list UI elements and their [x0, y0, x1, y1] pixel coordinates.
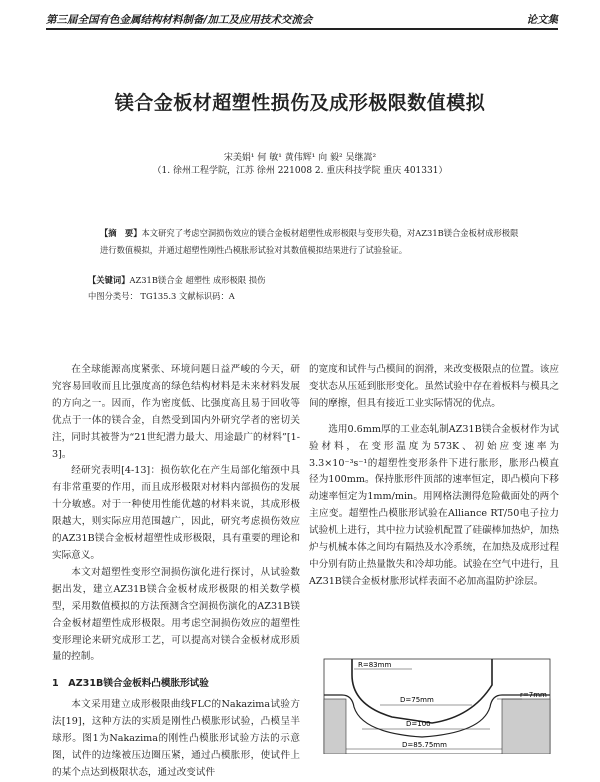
die-block-left: [324, 699, 346, 754]
label-R: R=83mm: [358, 661, 392, 669]
paragraph: 本文对超塑性变形空洞损伤演化进行探讨，从试验数据出发，建立AZ31B镁合金板材成形极限的相关数学模型，采用数值模拟的方法预测含空洞损伤演化的AZ31B镁合金板材超塑性成形极限。用考虑空洞损伤效应的超塑性变形理论来研究成形工艺，可以提高对镁合金板材成形质量的控制。: [52, 566, 300, 663]
paragraph: 本文采用建立成形极限曲线FLC的Nakazima试验方法[19]，这种方法的实质是刚性凸模胀形试验，凸模呈半球形。图1为Nakazima的刚性凸模胀形试验方法的示意图，试件的边缘被压边圈压紧，通过凸模胀形，使试件上的某个点达到极限状态，通过改变试件: [52, 699, 300, 778]
paragraph: 在全球能源高度紧张、环境问题日益严峻的今天，研究容易回收而且比强度高的绿色结构材料是未来材料发展的方向之一。因而，作为密度低、比强度高且易于回收等优点于一体的镁合金，自然受到国内外研究学者的密切关注，同时其被誉为“21世纪潜力最大、用途最广的材料”[1-3]。: [52, 364, 300, 460]
label-D75: D=75mm: [400, 696, 434, 704]
label-r: r=7mm: [520, 691, 547, 699]
abstract-text: 本文研究了考虑空洞损伤效应的镁合金板材超塑性成形极限与变形失稳，对AZ31B镁合金板材成形极限进行数值模拟，并通过超塑性刚性凸模胀形试验对其数值模拟结果进行了试验验证。: [100, 228, 519, 255]
abstract-label: 【摘 要】: [100, 228, 142, 238]
keywords-block: [88, 272, 518, 304]
paragraph: 经研究表明[4-13]：损伤软化在产生局部化缩颈中具有非常重要的作用，而且成形极限对材料内部损伤的发展十分敏感。对于一种使用性能优越的材料来说，其成形极限越大，则实际应用范围越广，因此，研究考虑损伤效应的AZ31B镁合金板材超塑性成形极限，具有重要的理论和实际意义。: [52, 465, 300, 561]
label-D85: D=85.75mm: [402, 741, 447, 749]
paragraph: 选用0.6mm厚的工业态轧制AZ31B镁合金板材作为试验材料，在变形温度为573K、初始应变速率为3.3×10⁻³s⁻¹的超塑性变形条件下进行胀形，胀形凸模直径为100mm。保持胀形件顶部的速率恒定，即凸模向下移动速率恒定为1mm/min。用网格法测得危险截面处的两个主应变。超塑性凸模胀形试验在Alliance RT/50电子拉力试验机上进行，其中拉力试验机配置了硅碳棒加热炉，加热炉与机械本体之间均有隔热及水冷系统，在加热及成形过程中分别有防止热量散失和冷却功能。试验在空气中进行，且AZ31B镁合金板材胀形试样表面不必加高温防护涂层。: [309, 423, 559, 587]
header-section: 论文集: [526, 14, 558, 26]
body-column-left: [52, 362, 300, 782]
author-list: 宋美娟¹ 何 敏¹ 黄伟辉¹ 向 毅² 吴继嵩²: [223, 153, 377, 163]
bulge-test-figure: [322, 655, 552, 754]
classification-line: 中图分类号： TG135.3 文献标识码：A: [88, 291, 235, 301]
paper-title: 镁合金板材超塑性损伤及成形极限数值模拟: [114, 92, 486, 114]
die-block-right: [502, 699, 550, 754]
header-conference: 第三届全国有色金属结构材料制备/加工及应用技术交流会: [46, 14, 313, 26]
keywords-text: AZ31B镁合金 超塑性 成形极限 损伤: [129, 275, 266, 285]
running-header: [46, 10, 558, 28]
abstract: [100, 225, 520, 259]
header-rule: [46, 28, 558, 30]
section-heading: 1 AZ31B镁合金板料凸模胀形试验: [52, 678, 209, 690]
paragraph: 的宽度和试件与凸模间的润滑，来改变极限点的位置。该应变状态从压延到胀形变化。虽然试验中存在着板料与模具之间的摩擦，但具有接近工业实际情况的优点。: [309, 364, 559, 409]
body-column-right: [309, 362, 559, 591]
affiliation: （1. 徐州工程学院，江苏 徐州 221008 2. 重庆科技学院 重庆 401331）: [152, 166, 448, 176]
keywords-label: 【关键词】: [88, 275, 130, 285]
label-D100: D=100: [406, 720, 431, 728]
